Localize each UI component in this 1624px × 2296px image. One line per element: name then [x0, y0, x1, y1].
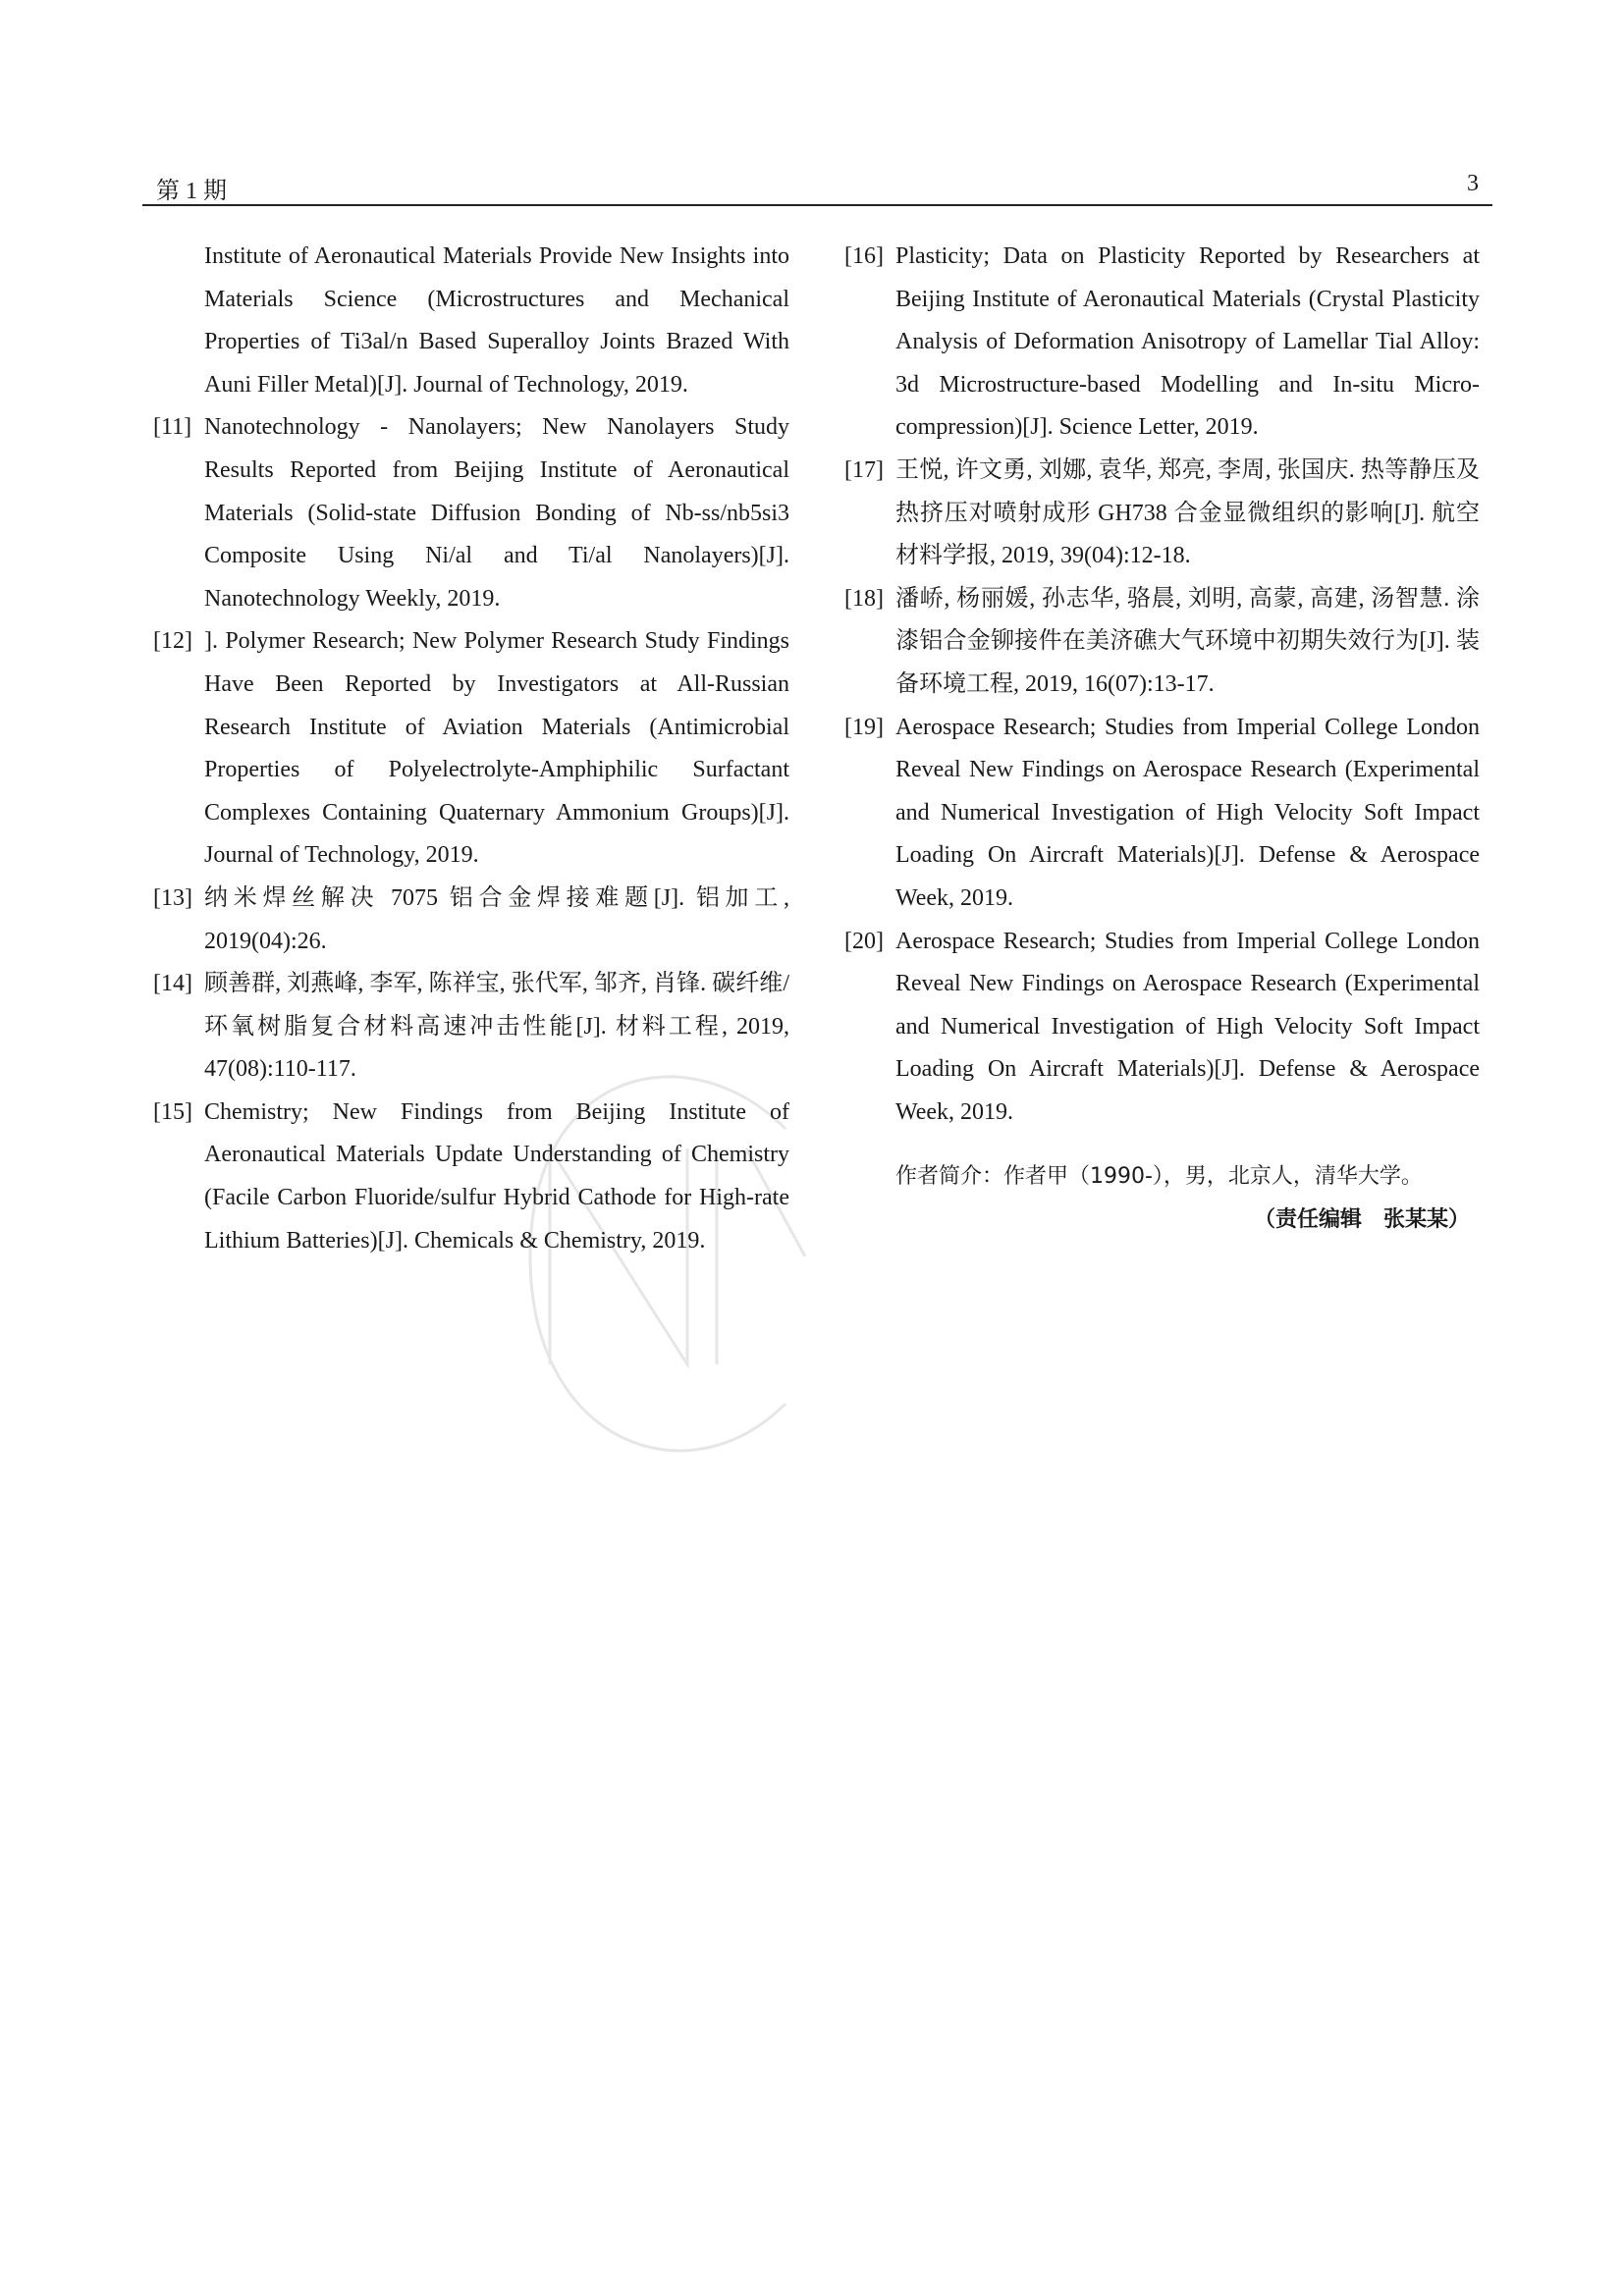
reference-item — [844, 921, 1480, 1135]
reference-text: 王悦, 许文勇, 刘娜, 袁华, 郑亮, 李周, 张国庆. 热等静压及热挤压对喷射成形 GH738 合金显微组织的影响[J]. 航空材料学报, 2019, 39(04):12-18. — [895, 456, 1480, 569]
reference-text: Aerospace Research; Studies from Imperial College London Reveal New Findings on Aerospace Research (Experimental and Numerical Investigation of High Velocity Soft Impact Loading On Aircraft Materials)[J]. Defense & Aerospace Week, 2019. — [895, 928, 1480, 1125]
left-column — [153, 236, 789, 1262]
reference-number: [14] — [153, 971, 192, 997]
page-number: 3 — [1467, 171, 1479, 196]
reference-text: Aerospace Research; Studies from Imperial College London Reveal New Findings on Aerospace Research (Experimental and Numerical Investigation of High Velocity Soft Impact Loading On Aircraft Materials)[J]. Defense & Aerospace Week, 2019. — [895, 714, 1480, 911]
reference-continuation: Institute of Aeronautical Materials Provide New Insights into Materials Science (Microstructures and Mechanical Properties of Ti3al/n Based Superalloy Joints Brazed With Auni Filler Metal)[J]. Journal of Technology, 2019. — [204, 243, 789, 398]
reference-text: 潘峤, 杨丽媛, 孙志华, 骆晨, 刘明, 高蒙, 高建, 汤智慧. 涂漆铝合金铆接件在美济礁大气环境中初期失效行为[J]. 装备环境工程, 2019, 16(07):13-17. — [895, 585, 1480, 697]
right-column — [844, 236, 1480, 1242]
reference-number: [20] — [844, 928, 884, 954]
reference-item — [153, 406, 789, 620]
reference-item — [844, 450, 1480, 578]
reference-text: Plasticity; Data on Plasticity Reported by Researchers at Beijing Institute of Aeronautical Materials (Crystal Plasticity Analysis of Deformation Anisotropy of Lamellar Tial Alloy: 3d Microstructure-based Modelling and In-situ Micro-compression)[J]. Science Letter, 2019. — [895, 243, 1480, 441]
author-bio: 作者简介：作者甲（1990-），男，北京人，清华大学。 — [895, 1164, 1423, 1190]
reference-item — [844, 578, 1480, 707]
reference-item — [153, 963, 789, 1092]
responsible-editor: （责任编辑 张某某） — [1253, 1207, 1470, 1233]
reference-number: [11] — [153, 414, 192, 441]
reference-number: [18] — [844, 585, 884, 612]
reference-number: [16] — [844, 243, 884, 269]
running-header — [142, 169, 1492, 206]
reference-item — [153, 620, 789, 878]
reference-text: Nanotechnology - Nanolayers; New Nanolayers Study Results Reported from Beijing Institute of Aeronautical Materials (Solid-state Diffusion Bonding of Nb-ss/nb5si3 Composite Using Ni/al and Ti/al Nanolayers)[J]. Nanotechnology Weekly, 2019. — [204, 414, 789, 612]
reference-item — [153, 878, 789, 963]
reference-text: ]. Polymer Research; New Polymer Research Study Findings Have Been Reported by Investigators at All-Russian Research Institute of Aviation Materials (Antimicrobial Properties of Polyelectrolyte-Amphiphilic Surfactant Complexes Containing Quaternary Ammonium Groups)[J]. Journal of Technology, 2019. — [204, 628, 789, 869]
reference-item — [844, 707, 1480, 921]
issue-label: 第 1 期 — [156, 179, 227, 204]
reference-number: [15] — [153, 1098, 192, 1125]
reference-text: Chemistry; New Findings from Beijing Institute of Aeronautical Materials Update Understanding of Chemistry (Facile Carbon Fluoride/sulfur Hybrid Cathode for High-rate Lithium Batteries)[J]. Chemicals & Chemistry, 2019. — [204, 1098, 789, 1254]
reference-item — [153, 1092, 789, 1262]
reference-number: [13] — [153, 884, 192, 911]
reference-item — [844, 236, 1480, 450]
reference-number: [17] — [844, 456, 884, 483]
reference-text: 顾善群, 刘燕峰, 李军, 陈祥宝, 张代军, 邹齐, 肖锋. 碳纤维/环氧树脂复合材料高速冲击性能[J]. 材料工程, 2019, 47(08):110-117. — [204, 971, 789, 1083]
reference-number: [19] — [844, 714, 884, 740]
reference-text: 纳米焊丝解决 7075 铝合金焊接难题[J]. 铝加工, 2019(04):26. — [204, 884, 789, 954]
reference-number: [12] — [153, 628, 192, 655]
